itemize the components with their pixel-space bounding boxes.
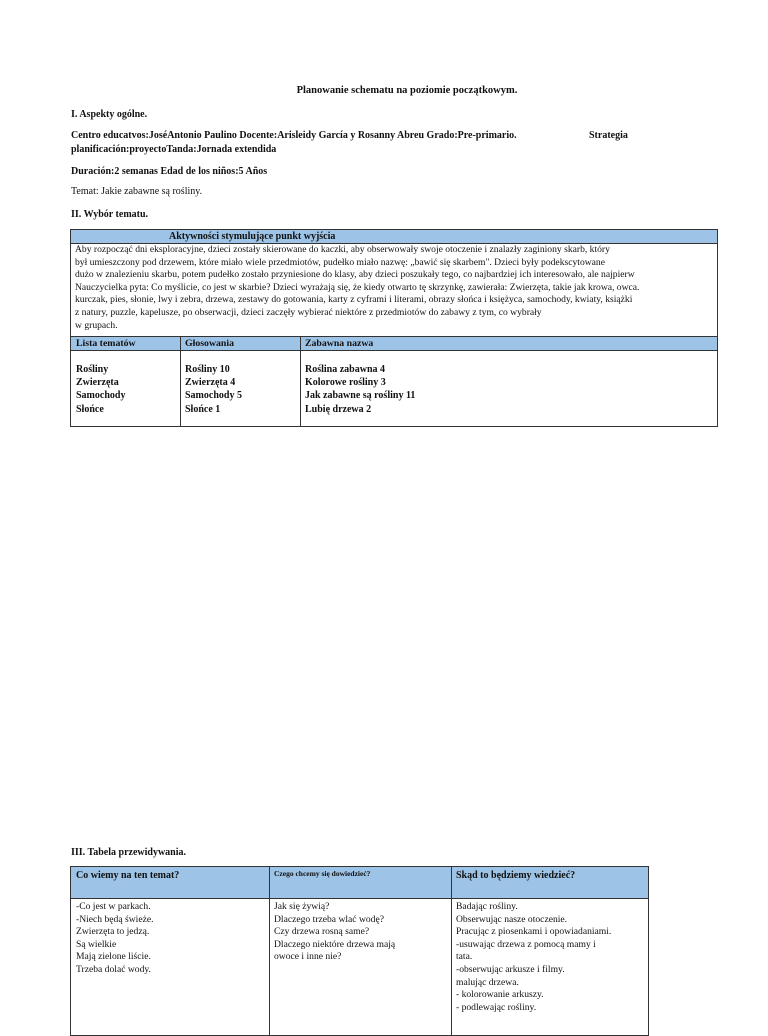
column-divider: [269, 867, 270, 1035]
list-item: Roślina zabawna 4: [305, 364, 386, 375]
list-item: Lubię drzewa 2: [305, 403, 372, 415]
paragraph-line: dużo w znalezieniu skarbu, potem pudełko zostało przyniesione do klasy, aby dzieci poszukały tego, co najbardziej ich interesowało, ale najpierw: [75, 269, 635, 281]
list-item: Rośliny: [76, 364, 109, 375]
what-we-want-column: [274, 901, 395, 964]
paragraph-line: kurczak, pies, słonie, lwy i zebra, drzewa, zestawy do gotowania, karty z cyframi i literami, obrazy słońca i księżyca, samochody, kwiaty, książki: [75, 294, 633, 306]
duration-line: Duración:2 semanas Edad de los niños:5 Años: [71, 166, 268, 177]
general-info: [71, 129, 641, 157]
list-item: malując drzewa.: [456, 976, 519, 988]
list-item: Zwierzęta 4: [185, 377, 236, 389]
list-item: Zwierzęta to jedzą.: [76, 926, 150, 938]
col-header-fun-name: Zabawna nazwa: [305, 338, 374, 349]
list-item: -usuwając drzewa z pomocą mamy i: [456, 938, 596, 950]
list-item: Kolorowe rośliny 3: [305, 377, 386, 389]
list-item: Są wielkie: [76, 938, 117, 950]
document-title: Planowanie schematu na poziomie początkowym.: [296, 85, 518, 96]
topic-list-column: [76, 363, 125, 416]
list-item: Czy drzewa rosną same?: [274, 926, 370, 938]
list-item: - kolorowanie arkuszy.: [456, 989, 544, 1001]
list-item: Rośliny 10: [185, 364, 230, 375]
fun-name-column: [305, 363, 415, 416]
column-divider: [180, 336, 181, 426]
list-item: tata.: [456, 951, 473, 963]
info-line-1: Centro educatvos:JoséAntonio Paulino Docente:Arisleidy García y Rosanny Abreu Grado:Pre-primario.: [71, 130, 517, 141]
what-we-know-column: [76, 901, 154, 977]
list-item: Mają zielone liście.: [76, 951, 151, 963]
list-item: Jak zabawne są rośliny 11: [305, 390, 416, 402]
activities-table-header: [71, 230, 717, 244]
info-line-2: planificación:proyectoTanda:Jornada extendida: [71, 144, 277, 155]
section-heading-general: I. Aspekty ogólne.: [71, 109, 148, 120]
paragraph-line: był umieszczony pod drzewem, które miało wiele przedmiotów, pudełko miało nazwę: „bawić się skarbem". Dzieci były podekscytowane: [75, 256, 605, 268]
paragraph-line: Nauczycielka pyta: Co myślicie, co jest w skarbie? Dzieci wyrażają się, że kiedy otwarto tę skrzynkę, zawierała: Zwierzęta, takie jak krowa, owca.: [75, 281, 640, 293]
header-what-we-want-to-learn: Czego chcemy się dowiedzieć?: [274, 869, 371, 878]
activities-table: [70, 229, 718, 427]
list-item: Dlaczego niektóre drzewa mają: [274, 938, 396, 950]
column-divider: [300, 336, 301, 426]
how-we-know-column: [456, 901, 611, 1014]
paragraph-line: z natury, puzzle, kapelusze, po obserwacji, dzieci zaczęły wybierać niektóre z przedmiotów do zabawy z tym, co wybrały: [75, 306, 542, 318]
col-header-topic-list: Lista tematów: [76, 338, 136, 349]
header-what-we-know: Co wiemy na ten temat?: [76, 870, 180, 881]
list-item: -Niech będą świeże.: [76, 913, 154, 925]
list-item: owoce i inne nie?: [274, 951, 342, 963]
list-item: Pracując z piosenkami i opowiadaniami.: [456, 926, 612, 938]
topic-line: Temat: Jakie zabawne są rośliny.: [71, 186, 203, 197]
activities-header-text: Aktywności stymulujące punkt wyjścia: [169, 231, 336, 242]
list-item: Słońce 1: [185, 403, 221, 415]
header-how-we-will-know: Skąd to będziemy wiedzieć?: [456, 870, 576, 881]
paragraph-line: Aby rozpocząć dni eksploracyjne, dzieci zostały skierowane do kaczki, aby obserwowały swoje otoczenie i znalazły zaginiony skarb, który: [75, 244, 610, 255]
list-item: Jak się żywią?: [274, 901, 330, 912]
prediction-table: [70, 866, 649, 1036]
list-item: -obserwując arkusze i filmy.: [456, 963, 565, 975]
topics-column-header-row: [71, 336, 717, 351]
activities-paragraph: [75, 244, 715, 332]
list-item: - podlewając rośliny.: [456, 1001, 537, 1013]
list-item: Samochody: [76, 390, 126, 402]
paragraph-line: w grupach.: [75, 319, 118, 331]
info-strategy: Strategia: [589, 130, 628, 141]
list-item: Dlaczego trzeba wlać wodę?: [274, 913, 384, 925]
list-item: Obserwując nasze otoczenie.: [456, 913, 568, 925]
list-item: Trzeba dolać wody.: [76, 963, 151, 975]
section-heading-topic-choice: II. Wybór tematu.: [71, 209, 149, 220]
list-item: Samochody 5: [185, 390, 242, 402]
section-heading-prediction-table: III. Tabela przewidywania.: [71, 847, 187, 858]
column-divider: [451, 867, 452, 1035]
list-item: -Co jest w parkach.: [76, 901, 151, 912]
votes-column: [185, 363, 242, 416]
list-item: Badając rośliny.: [456, 901, 518, 912]
list-item: Zwierzęta: [76, 377, 119, 389]
list-item: Słońce: [76, 403, 104, 415]
col-header-votes: Głosowania: [185, 338, 234, 349]
